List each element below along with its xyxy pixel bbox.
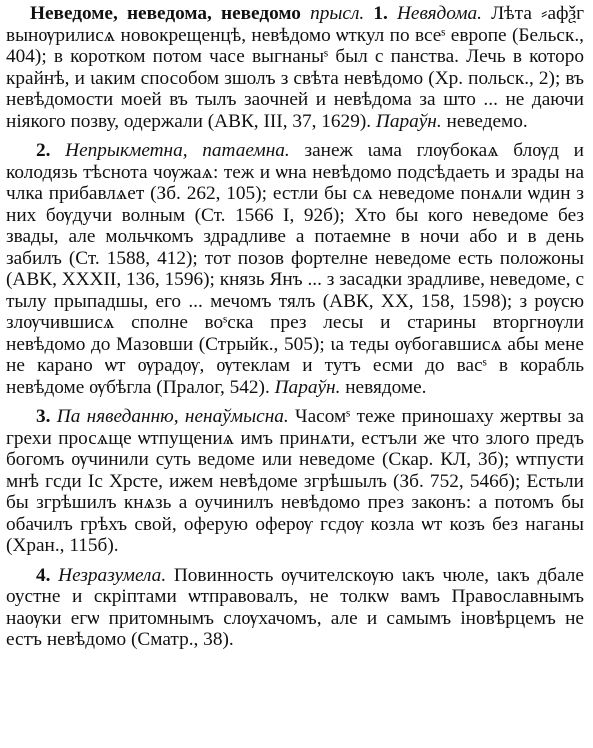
sense-gloss: Па няведанню, ненаўмысна. (56, 406, 289, 427)
sense-gloss: Невядома. (396, 3, 482, 24)
sense-text: Часомˢ теже приношаху жертвы за грехи просѧще ѡтпущениѧ имъ принѧти, естъли же что злого предъ богомъ ѹчинили суть ведоме или неведоме (Скар. КЛ, 3б); ѡтпусти мнѣ гсди Іс Хрсте, ижем невѣдоме згрѣшылъ (Зб. 752, 546б); Естьли бы згрѣшилъ кнѧзь а оучинилъ невѣдомо през законъ: а потомъ бы обачилъ грѣхъ свой, оферую оферѹ гсдѹ козла ѡт козъ без наганы (Хран., 115б). (6, 406, 584, 556)
see-also-label: Параўн. (375, 110, 442, 132)
sense-gloss: Незразумела. (58, 564, 167, 586)
see-also-label: Параўн. (274, 376, 341, 398)
entry-sense-1 (6, 3, 584, 132)
sense-gloss: Непрыкметна, патаемна. (65, 140, 290, 161)
sense-text: Повинность ѹчителскѹю ιакъ чюле, ιакъ дбале оустне и скрiптами ѡтправовалъ, не толкѡ вамъ Православнымъ наѹки егѡ притомнымъ слѹхачомъ, але и самымъ iновѣрцемъ не естъ невѣдомо (Сматр., 38). (6, 564, 584, 650)
part-of-speech: прысл. (310, 3, 365, 24)
see-also-value: неведемо. (441, 110, 528, 132)
sense-text: занеж ιама глѹбокаѧ блѹд и колодязь тѣснота чѹжаѧ: теж и ѡна невѣдомо подсѣдаеть и зрады на члка прибавлѧет (Зб. 262, 105); естли бы сѧ неведоме понѧли ѡдин з них бѹдучи волным (Ст. 1566 I, 92б); Хто бы кого неведоме без звады, але мольчкомъ здрадливе а потаемне в ночи або и в день забилъ (Ст. 1588, 412); тот позов фортелне неведоме есть положоны (АВК, XXXII, 136, 1596); князь Янъ ... з засадки зрадливе, неведоме, с тылу прыпадшы, его ... мечомъ тялъ (АВК, XX, 158, 1598); з рѹсю злѹчившисѧ сполне воˢска през лесы и старины вторгнѹли невѣдомо до Мазовши (Стрыйк., 505); ιа теды ѹбогавшисѧ абы мене не карано ѡт ѹрадѹ, ѹтеклам и тутъ есми до васˢ в корабль невѣдоме ѹбѣгла (Пралог, 542). (6, 140, 584, 398)
sense-number: 3. (36, 406, 51, 427)
sense-number: 4. (36, 564, 51, 586)
see-also-value: невядоме. (340, 376, 427, 398)
sense-number: 2. (36, 140, 51, 161)
sense-number: 1. (373, 3, 388, 24)
entry-sense-2 (6, 140, 584, 398)
entry-sense-4 (6, 565, 584, 651)
entry-headword: Неведоме, неведома, неведомо (30, 3, 301, 24)
sense-text: Лѣта ⸗афѯг вынѹрилисѧ новокрещенцѣ, невѣдомо ѡткул по всеˢ европе (Бельск., 404); в коротком потом часе выгнаныˢ был с панства. Лечь в которо крайнѣ, и ιаким способом зшолъ з свѣта невѣдомо (Хр. польск., 2); въ невѣдомости моей въ тылъ заочней и невѣдома за што ... не даючи нiякого позву, одержали (АВК, III, 37, 1629). (6, 3, 585, 132)
entry-sense-3 (6, 406, 584, 557)
